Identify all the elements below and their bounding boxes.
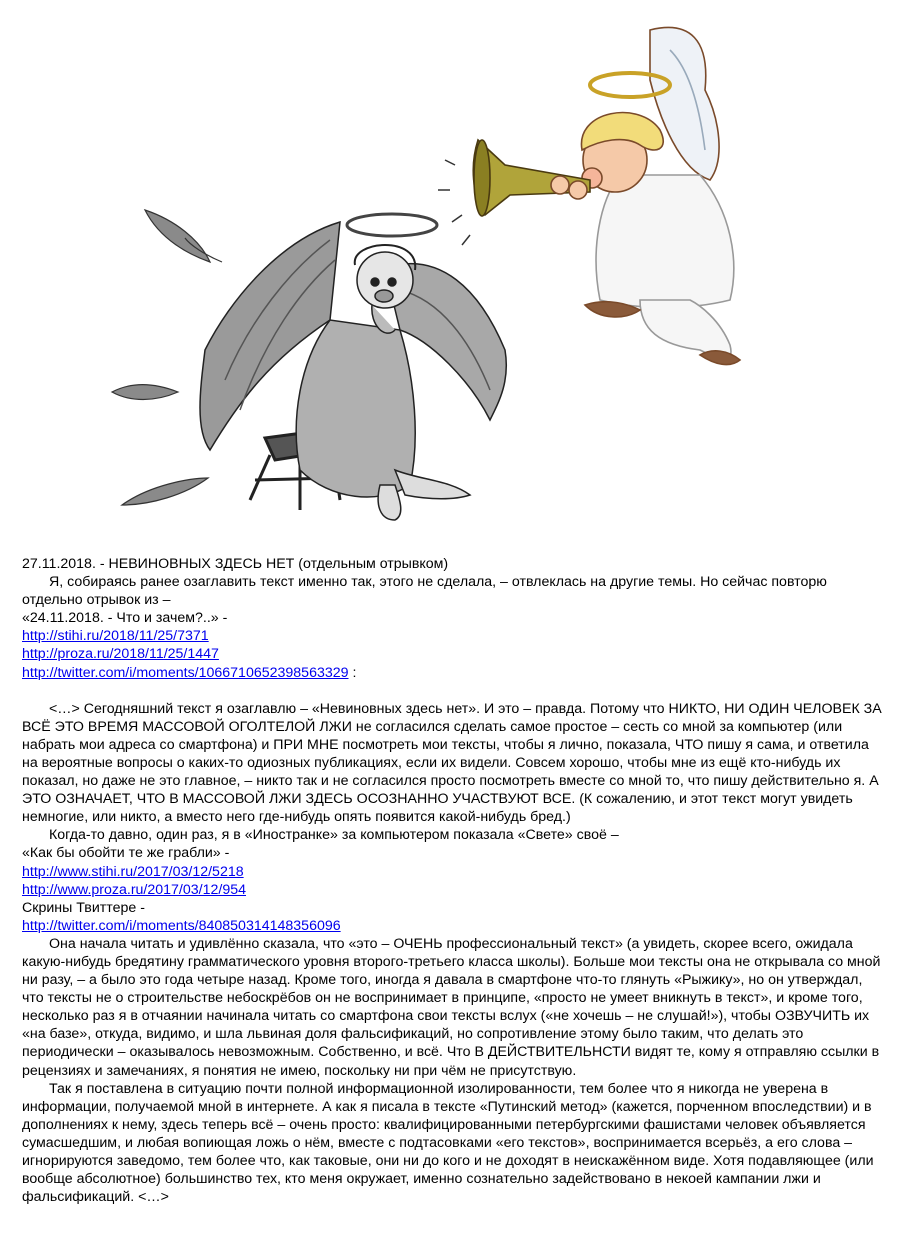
link-proza-2018[interactable]: http://proza.ru/2018/11/25/1447 (22, 646, 219, 663)
paragraph-2: Когда-то давно, один раз, я в «Иностранке» за компьютером показала «Свете» своё – (49, 827, 619, 844)
link-proza-2017[interactable]: http://www.proza.ru/2017/03/12/954 (22, 881, 246, 898)
link-stihi-2018[interactable]: http://stihi.ru/2018/11/25/7371 (22, 628, 209, 645)
white-robe (596, 175, 734, 308)
link-twitter-2018[interactable]: http://twitter.com/i/moments/1066710652398563329 (22, 664, 349, 681)
feather-left (112, 385, 178, 400)
screens-label: Скрины Твиттере - (22, 899, 145, 916)
quoted-title-2: «Как бы обойти те же грабли» - (22, 845, 230, 862)
blank-line (22, 682, 882, 700)
paragraph-3: Она начала читать и удивлённо сказала, что «это – ОЧЕНЬ профессиональный текст» (а увидеть, скорее всего, ожидала какую-нибудь бредятину грамматического уровня второго-третьего класса школы). Больше мои тексты она не открывала со мной ни разу, – а было это года четыре назад. Кроме того, иногда я давала в смартфоне что-то глянуть «Рыжику», но он утверждал, что тексты не о строительстве небоскрёбов он не воспринимает в принципе, «просто не умеет вникнуть в текст», и кроме того, несколько раз я в отчаянии начинала читать со смартфона свои тексты вслух («не хочешь – не слушай!»), чтобы ОЗВУЧИТЬ их «на базе», откуда, видимо, и шла львиная доля фальсификаций, но сопротивление этому было таким, что делать это периодически – оказывалось невозможным. Собственно, и всё. Что В ДЕЙСТВИТЕЛЬНСТИ видят те, кому я отправляю ссылки в рецензиях и замечаниях, я понятия не имею, поскольку ни при чём не присутствую. (22, 935, 881, 1079)
feather-top (145, 210, 210, 262)
article-body (22, 555, 882, 1206)
link-stihi-2017[interactable]: http://www.stihi.ru/2017/03/12/5218 (22, 863, 244, 880)
link-tail: : (348, 664, 357, 681)
quoted-title: «24.11.2018. - Что и зачем?..» - (22, 610, 228, 627)
sad-angel (200, 214, 506, 520)
paragraph-1: <…> Сегодняшний текст я озаглавлю – «Невиновных здесь нет». И это – правда. Потому что НИКТО, НИ ОДИН ЧЕЛОВЕК ЗА ВСЁ ЭТО ВРЕМЯ МАССОВОЙ ОГОЛТЕЛОЙ ЛЖИ не согласился сделать самое простое – сесть со мной за компьютер (или набрать мои адреса со смартфона) и ПРИ МНЕ посмотреть мои тексты, чтобы я лично, показала, ЧТО пишу я сама, и ответила на вероятные вопросы о каких-то одиозных публикациях, если их видели. Совсем хорошо, чтобы мне из ещё кто-нибудь их показал, но даже не это главное, – никто так и не согласился просто посмотреть вместе со мной то, что пишу действительно я. А ЭТО ОЗНАЧАЕТ, ЧТО В МАССОВОЙ ЛЖИ ЗДЕСЬ ОСОЗНАННО УЧАСТВУЮТ ВСЕ. (К сожалению, и этот текст могут увидеть немногие, или никто, а вместо него где-нибудь опять появится какой-нибудь бред.) (22, 700, 882, 826)
article-header: 27.11.2018. - НЕВИНОВНЫХ ЗДЕСЬ НЕТ (отдельным отрывком) (22, 556, 449, 572)
paragraph-4: Так я поставлена в ситуацию почти полной информационной изолированности, тем более что я никогда не уверена в информации, получаемой мной в интернете. А как я писала в тексте «Путинский метод» (кажется, порченном впоследствии) и в дополнениях к нему, здесь теперь всё – очень просто: квалифицированными петербургскими фашистами человек объявляется сумасшедшим, и любая вопиющая ложь о нём, вместе с подтасовками «его текстов», воспринимается всерьёз, а его слова – игнорируются заведомо, тем более что, как таковые, они ни до кого и не доходят в неискажённом виде. Хотя подавляющее (или вообще абсолютное) большинство тех, кто меня окружает, именно сознательно задействовано в некоей кампании лжи и фальсификаций. <…> (22, 1080, 874, 1206)
intro-paragraph: Я, собираясь ранее озаглавить текст именно так, этого не сделала, – отвлеклась на другие темы. Но сейчас повторю отдельно отрывок из – (22, 574, 827, 609)
feather-bottom (122, 478, 208, 505)
sad-halo (347, 214, 437, 236)
link-twitter-2017[interactable]: http://twitter.com/i/moments/840850314148356096 (22, 917, 341, 934)
angel-wing-white (650, 28, 719, 181)
angels-illustration (0, 0, 900, 548)
